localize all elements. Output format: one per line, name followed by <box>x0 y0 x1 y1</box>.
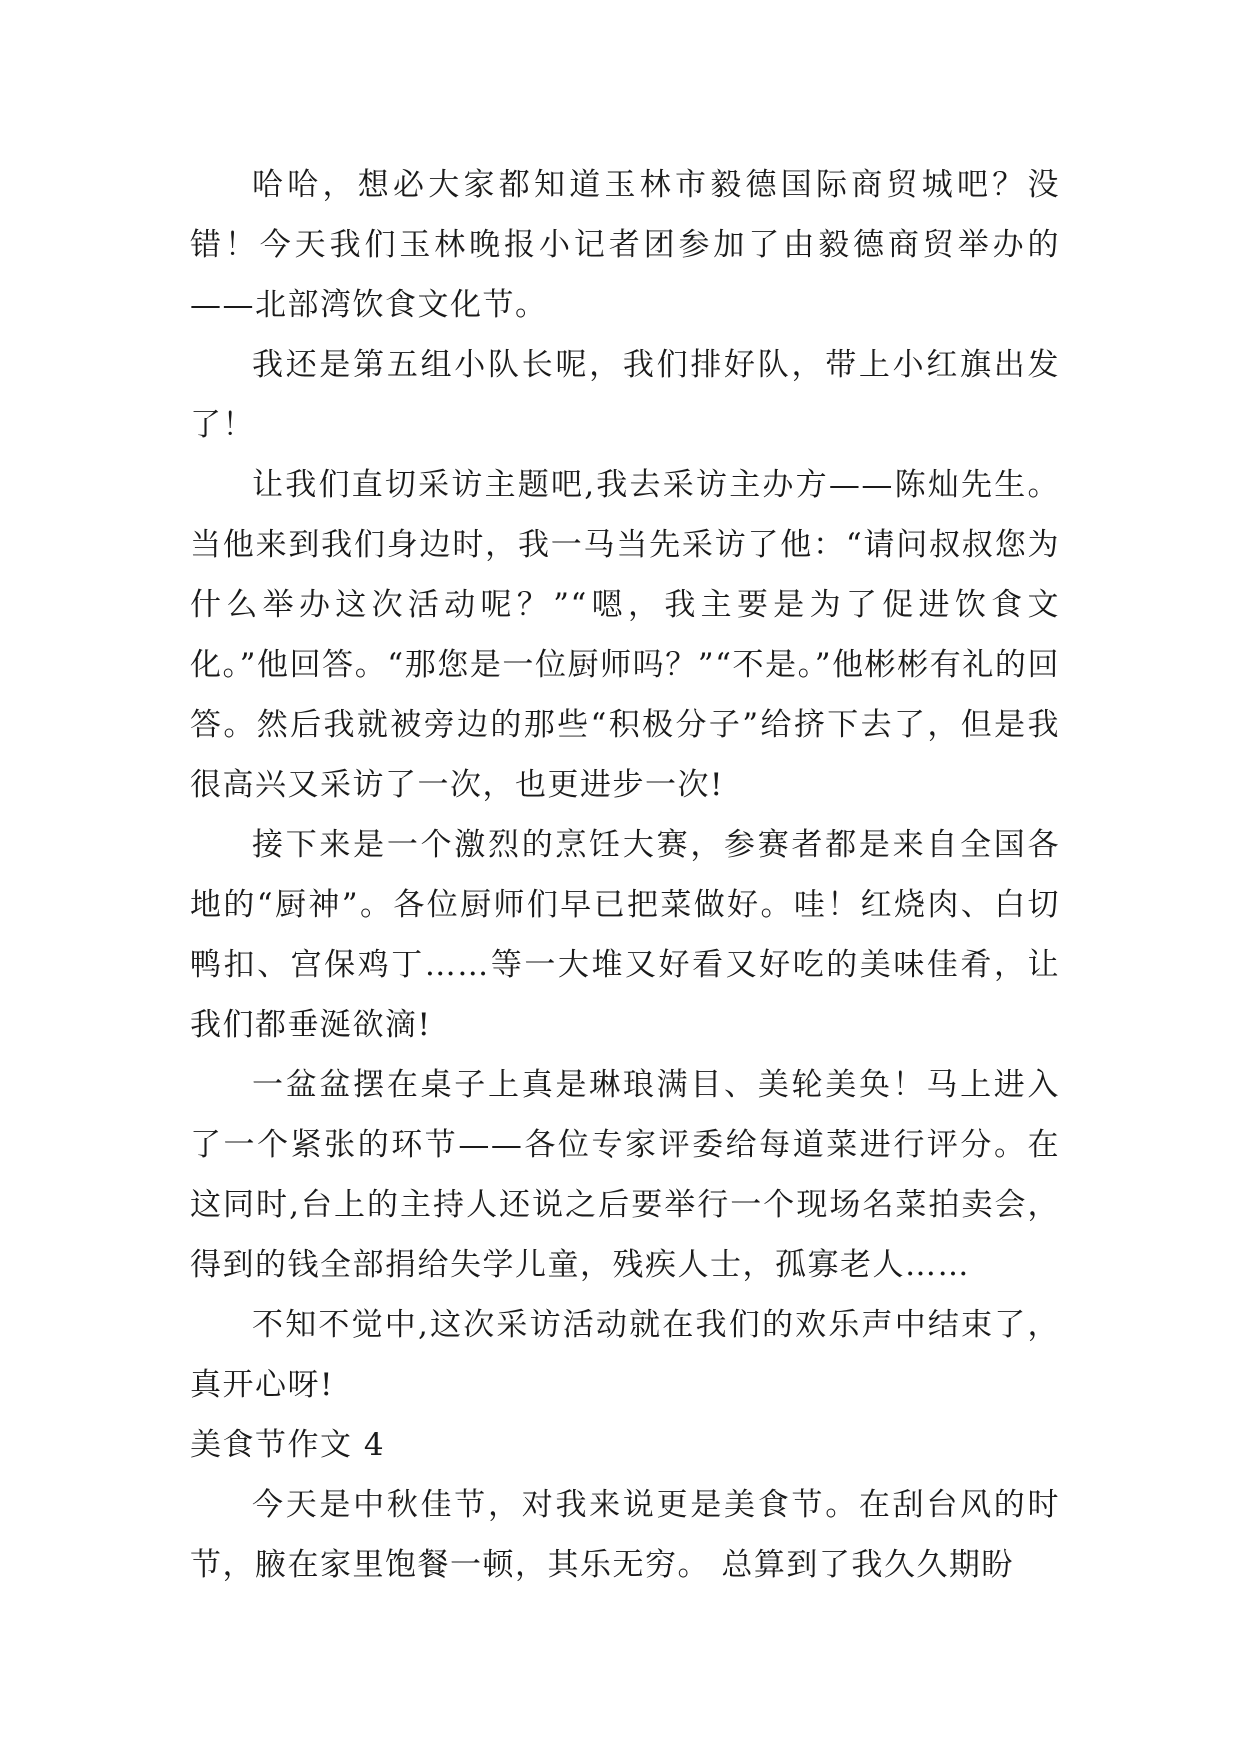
section-heading: 美食节作文 4 <box>190 1427 386 1463</box>
paragraph-1: 哈哈，想必大家都知道玉林市毅德国际商贸城吧？没错！今天我们玉林晚报小记者团参加了由毅德商贸举办的——北部湾饮食文化节。 <box>190 167 1060 323</box>
paragraph-6: 不知不觉中,这次采访活动就在我们的欢乐声中结束了，真开心呀! <box>190 1307 1060 1403</box>
paragraph-3: 让我们直切采访主题吧,我去采访主办方——陈灿先生。当他来到我们身边时，我一马当先采访了他：“请问叔叔您为什么举办这次活动呢？”“嗯，我主要是为了促进饮食文化。”他回答。“那您是一位厨师吗？”“不是。”他彬彬有礼的回答。然后我就被旁边的那些“积极分子”给挤下去了，但是我很高兴又采访了一次，也更进步一次! <box>190 467 1060 803</box>
paragraph-7: 今天是中秋佳节，对我来说更是美食节。在刮台风的时节，腋在家里饱餐一顿，其乐无穷。 总算到了我久久期盼 <box>190 1487 1060 1583</box>
paragraph-2: 我还是第五组小队长呢，我们排好队，带上小红旗出发了！ <box>190 347 1060 443</box>
paragraph-5: 一盆盆摆在桌子上真是琳琅满目、美轮美奂！马上进入了一个紧张的环节——各位专家评委给每道菜进行评分。在这同时,台上的主持人还说之后要举行一个现场名菜拍卖会，得到的钱全部捐给失学儿童，残疾人士，孤寡老人…… <box>190 1067 1060 1283</box>
document-body <box>190 155 1060 1595</box>
paragraph-4: 接下来是一个激烈的烹饪大赛，参赛者都是来自全国各地的“厨神”。各位厨师们早已把菜做好。哇！红烧肉、白切鸭扣、宫保鸡丁……等一大堆又好看又好吃的美味佳肴，让我们都垂涎欲滴! <box>190 827 1060 1043</box>
